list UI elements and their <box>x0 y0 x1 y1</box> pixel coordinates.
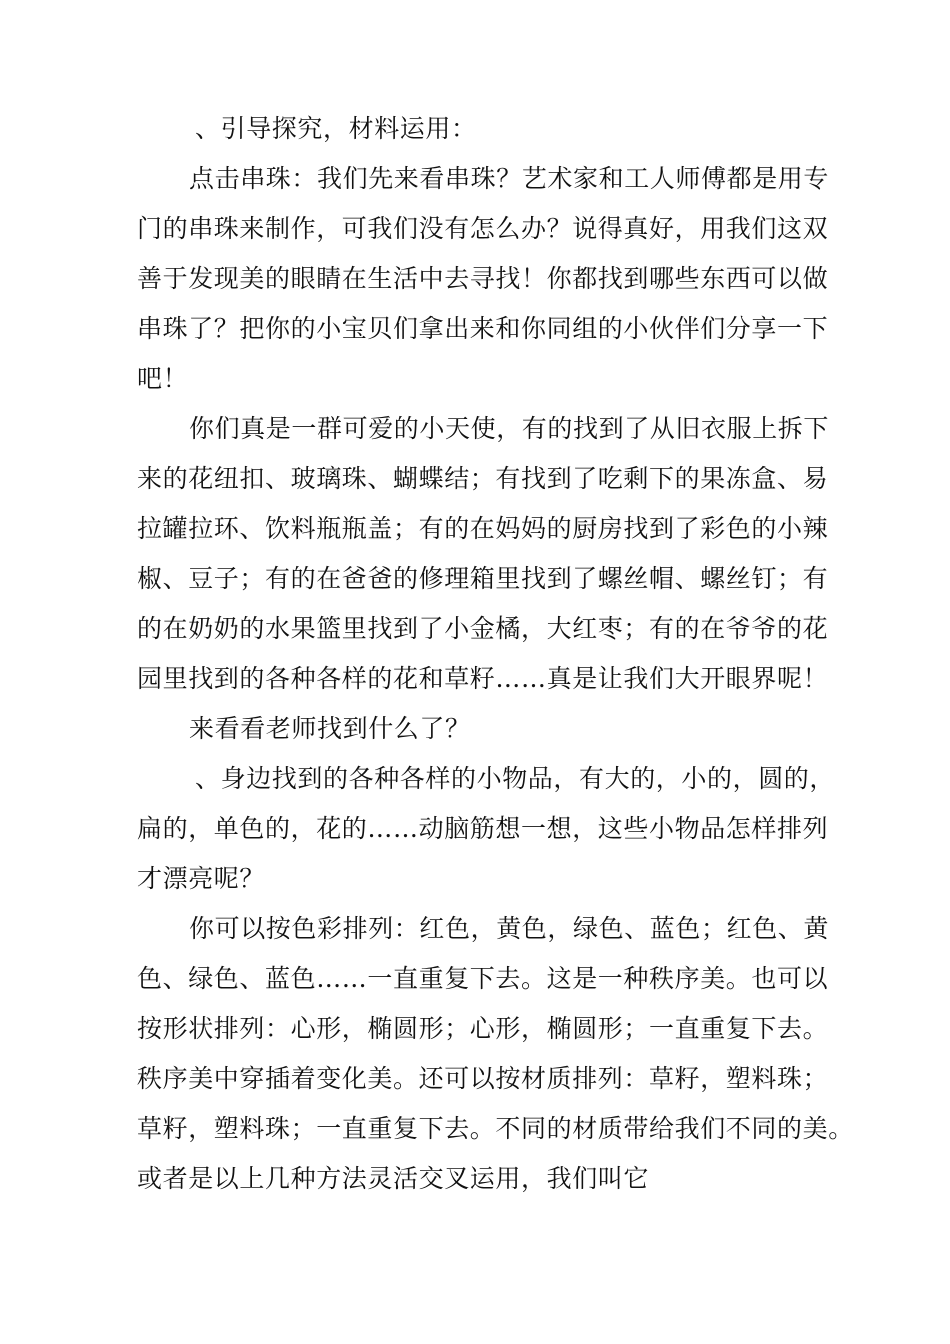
text-line: 才漂亮呢？ <box>137 864 266 893</box>
text-line: 或者是以上几种方法灵活交叉运用，我们叫它 <box>137 1164 650 1193</box>
text-line: 你可以按色彩排列：红色，黄色，绿色、蓝色；红色、黄 <box>189 914 830 943</box>
text-line: 草籽，塑料珠；一直重复下去。不同的材质带给我们不同的美。 <box>137 1114 854 1143</box>
text-line: 色、绿色、蓝色……一直重复下去。这是一种秩序美。也可以 <box>137 964 829 993</box>
text-line: 你们真是一群可爱的小天使，有的找到了从旧衣服上拆下 <box>189 414 830 443</box>
text-line: 、引导探究，材料运用： <box>195 114 477 143</box>
text-line: 门的串珠来制作，可我们没有怎么办？说得真好，用我们这双 <box>137 214 829 243</box>
text-line: 按形状排列：心形，椭圆形；心形，椭圆形；一直重复下去。 <box>137 1014 829 1043</box>
text-line: 串珠了？把你的小宝贝们拿出来和你同组的小伙伴们分享一下 <box>137 314 829 343</box>
text-line: 善于发现美的眼睛在生活中去寻找！你都找到哪些东西可以做 <box>137 264 829 293</box>
text-line: 吧！ <box>137 364 189 393</box>
text-line: 拉罐拉环、饮料瓶瓶盖；有的在妈妈的厨房找到了彩色的小辣 <box>137 514 829 543</box>
text-line: 园里找到的各种各样的花和草籽……真是让我们大开眼界呢！ <box>137 664 829 693</box>
text-line: 的在奶奶的水果篮里找到了小金橘，大红枣；有的在爷爷的花 <box>137 614 829 643</box>
text-line: 、身边找到的各种各样的小物品，有大的，小的，圆的， <box>195 764 836 793</box>
text-line: 扁的，单色的，花的……动脑筋想一想，这些小物品怎样排列 <box>137 814 829 843</box>
text-line: 椒、豆子；有的在爸爸的修理箱里找到了螺丝帽、螺丝钉；有 <box>137 564 829 593</box>
text-line: 秩序美中穿插着变化美。还可以按材质排列：草籽，塑料珠； <box>137 1064 829 1093</box>
text-line: 来看看老师找到什么了？ <box>189 714 471 743</box>
text-line: 点击串珠：我们先来看串珠？艺术家和工人师傅都是用专 <box>189 164 830 193</box>
text-line: 来的花纽扣、玻璃珠、蝴蝶结；有找到了吃剩下的果冻盒、易 <box>137 464 829 493</box>
